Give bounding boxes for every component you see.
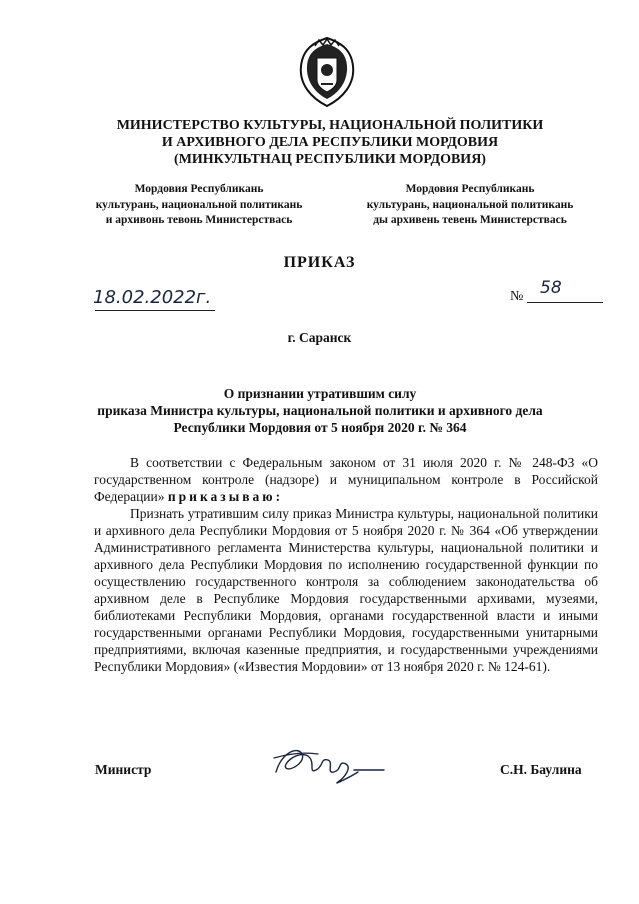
- paragraph-order: Признать утратившим силу приказ Министра культуры, национальной политики и архивного дела Республики Мордовия от 5 ноября 2020 г. № 364 «Об утверждении Административного регламента Министерства культуры, национальной политики и архивного дела Республики Мордовия по исполнению государственной функции по осуществлению государственного контроля за соблюдением законодательства об архивном деле в Республике Мордовия государственными архивами, музеями, библиотеками Республики Мордовия, органами государственной власти и иными государственными органами Республики Мордовия, государственными унитарными предприятиями, включая казенные предприятия, и государственными учреждениями Республики Мордовия» («Известия Мордовии» от 13 ноября 2020 г. № 124-61).: [94, 506, 598, 674]
- ministry-line: МИНИСТЕРСТВО КУЛЬТУРЫ, НАЦИОНАЛЬНОЙ ПОЛИТИКИ: [116, 118, 544, 133]
- paragraph-preamble: [94, 454, 598, 505]
- signatory-title: Министр: [95, 762, 152, 777]
- number-label: №: [510, 289, 524, 304]
- signatory-name: С.Н. Баулина: [500, 762, 582, 777]
- order-keyword: приказываю:: [167, 489, 284, 504]
- preamble-text: В соответствии с Федеральным законом от 31 июля 2020 г. № 248-ФЗ «О государственном контроле (надзоре) и муниципальном контроле в Российской Федерации»: [94, 455, 598, 504]
- moksha-line: и архивонь тевонь Министерствась: [105, 214, 293, 226]
- ministry-name-moksha: [84, 182, 314, 229]
- erzya-line: Мордовия Республикань: [405, 183, 535, 195]
- ministry-name-erzya: [345, 182, 595, 229]
- title-line: О признании утратившим силу: [223, 386, 417, 401]
- erzya-line: ды архивень тевень Министерствась: [373, 214, 567, 226]
- ministry-line: И АРХИВНОГО ДЕЛА РЕСПУБЛИКИ МОРДОВИЯ: [161, 135, 499, 150]
- handwritten-signature: [268, 742, 388, 786]
- document-body: [94, 454, 598, 675]
- moksha-line: Мордовия Республикань: [134, 183, 264, 195]
- moksha-line: культурань, национальной политикань: [95, 198, 303, 211]
- title-line: Республики Мордовия от 5 ноября 2020 г. № 364: [173, 420, 467, 435]
- title-line: приказа Министра культуры, национальной политики и архивного дела: [97, 403, 543, 418]
- city: г. Саранск: [287, 330, 352, 345]
- ministry-name: [100, 117, 560, 168]
- handwritten-number: 58: [540, 278, 562, 298]
- date-underline: [95, 310, 215, 311]
- document-type: ПРИКАЗ: [283, 254, 356, 271]
- handwritten-date: 18.02.2022г.: [93, 287, 212, 308]
- erzya-line: культурань, национальной политикань: [366, 198, 574, 211]
- document-title: [80, 385, 560, 436]
- coat-of-arms-emblem: [295, 36, 359, 108]
- number-underline: [527, 302, 603, 303]
- ministry-line: (МИНКУЛЬТНАЦ РЕСПУБЛИКИ МОРДОВИЯ): [174, 152, 486, 167]
